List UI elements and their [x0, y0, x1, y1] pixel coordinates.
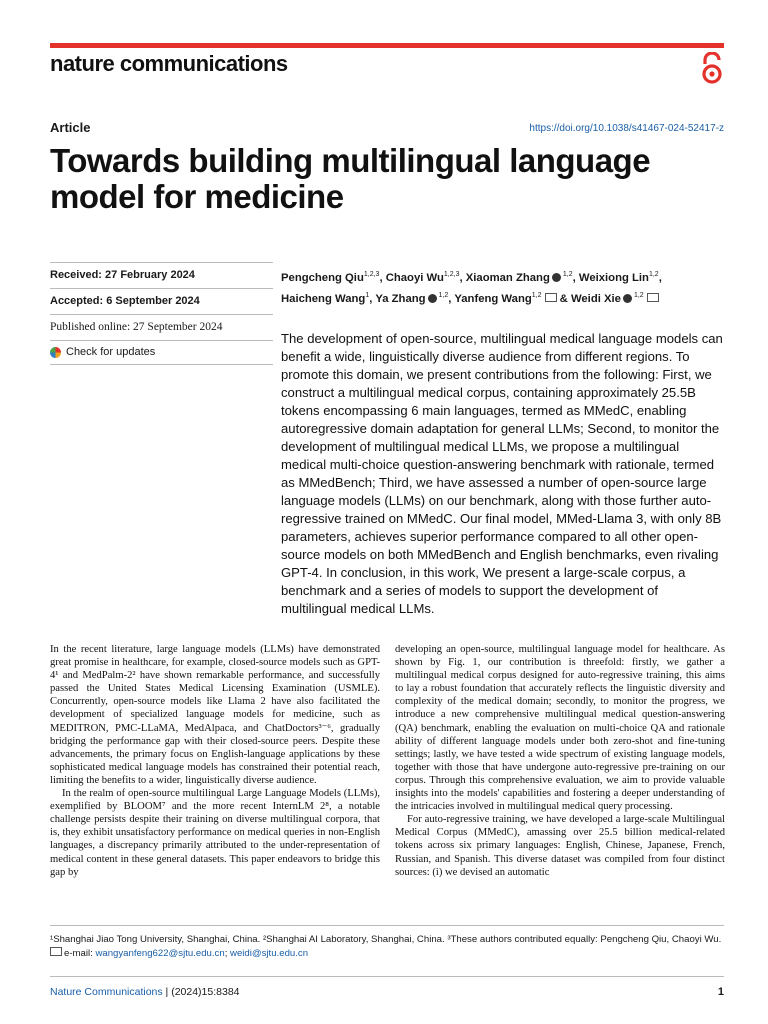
author-affiliation: 1,2	[531, 291, 542, 299]
abstract: The development of open-source, multilingual medical language models can benefit a wide, linguistically diverse audience from different regions. To promote this domain, we present contributions from the following: First, we construct a multilingual medical corpus, containing approximately 25.5B tokens encompassing 6 main languages, termed as MMedC, enabling autoregressive domain adaptation for general LLMs; Second, to monitor the development of multilingual medical LLMs, we propose a multilingual medical multi-choice question-answering benchmark with rationale, termed as MMedBench; Third, we have assessed a number of open-source large language models (LLMs) on our benchmark, along with those further auto-regressive trained on MMedC. Our final model, MMed-Llama 3, with only 8B parameters, achieves superior performance compared to all other open-source models on both MMedBench and English benchmarks, even rivaling GPT-4. In conclusion, in this work, We present a large-scale corpus, a benchmark and a series of models to support the development of multilingual medical LLMs.	[281, 331, 723, 616]
body-paragraph: developing an open-source, multilingual language model for healthcare. As shown by Fig. 1, our contribution is threefold: firstly, we gather a multilingual medical corpus designed for auto-regressive training, this aims to lay a robust foundation that accurately reflects the linguistic diversity and complexity of the medical domain; secondly, to monitor the progress, we introduce a new comprehensive multilingual medical question-answering (QA) benchmark, enabling the evaluation on multi-choice QA and rationale ability of different language models under both zero-shot and fine-tuning settings; lastly, we have tested a wide spectrum of existing language models, together with those that have undergone auto-regressive pre-training on our corpus. Through this comprehensive evaluation, we aim to provide valuable insights into the models' capabilities and fostering a deeper understanding of the intricacies involved in multilingual medical query processing.	[395, 644, 725, 813]
author-affiliation: 1,2	[562, 271, 573, 278]
check-for-updates[interactable]	[50, 346, 155, 358]
article-type-label: Article	[50, 120, 91, 135]
doi-link[interactable]: https://doi.org/10.1038/s41467-024-52417-z	[529, 123, 724, 134]
open-access-icon	[700, 52, 724, 86]
page-footer	[50, 986, 240, 998]
email-icon	[50, 947, 62, 956]
author-affiliation: 1,2	[633, 291, 644, 299]
author-name[interactable]: Weidi Xie	[570, 292, 621, 305]
footer-journal-link[interactable]: Nature Communications	[50, 986, 163, 998]
author-affiliation: 1	[365, 291, 370, 299]
divider	[50, 925, 724, 926]
email-link[interactable]: weidi@sjtu.edu.cn	[230, 948, 309, 959]
divider	[50, 288, 273, 289]
email-icon[interactable]	[647, 293, 659, 302]
header-accent-bar	[50, 43, 724, 48]
author-name[interactable]: Haicheng Wang	[281, 292, 366, 305]
email-label: e-mail:	[64, 948, 96, 959]
author-affiliation: 1,2	[438, 291, 449, 299]
affiliations-note: ¹Shanghai Jiao Tong University, Shanghai, China. ²Shanghai AI Laboratory, Shanghai, China. ³These authors contributed equally: Pengcheng Qiu, Chaoyi Wu.	[50, 934, 722, 945]
email-icon[interactable]	[545, 293, 557, 302]
divider	[50, 976, 724, 977]
email-note	[50, 947, 740, 961]
orcid-icon[interactable]	[428, 294, 437, 303]
footer-citation: | (2024)15:8384	[162, 986, 240, 998]
body-column-left	[50, 643, 380, 879]
author-affiliation: 1,2	[648, 271, 659, 278]
email-separator: ;	[224, 948, 231, 959]
divider	[50, 262, 273, 263]
divider	[50, 340, 273, 341]
email-link[interactable]: wangyanfeng622@sjtu.edu.cn	[95, 948, 225, 959]
body-column-right	[395, 643, 725, 879]
page-number: 1	[717, 986, 724, 998]
author-name[interactable]: Weixiong Lin	[578, 271, 649, 284]
body-paragraph: For auto-regressive training, we have developed a large-scale Multilingual Medical Corpus (MMedC), amassing over 25.5 billion medical-related tokens across six primary languages: English, Chinese, Japanese, French, Russian, and Spanish. This diverse dataset was compiled from four distinct sources: (i) we devised an automatic	[395, 814, 725, 878]
body-paragraph: In the realm of open-source multilingual Large Language Models (LLMs), exemplified by BLOOM⁷ and the more recent InternLM 2⁸, a notable challenge persists despite their training on diverse multilingual corpora, that is, they exhibit unsatisfactory performance on medical queries in non-English languages, a discrepancy primarily attributed to the under-representation of medical content in these general datasets. This paper endeavors to bridge this gap by	[50, 788, 380, 878]
author-affiliation: 1,2,3	[363, 271, 380, 278]
footnote	[50, 933, 740, 961]
published-date: Published online: 27 September 2024	[50, 321, 223, 333]
accepted-date: Accepted: 6 September 2024	[50, 295, 200, 307]
author-name[interactable]: Ya Zhang	[375, 292, 426, 305]
author-name[interactable]: Yanfeng Wang	[454, 292, 532, 305]
author-affiliation: 1,2,3	[443, 271, 460, 278]
author-name[interactable]: Chaoyi Wu	[385, 271, 444, 284]
author-list: Pengcheng Qiu$^{1,2,3}$, Chaoyi Wu$^{1,2,3}$, Xiaoman Zhang $^{1,2}$, Weixiong Lin$^{1,2}$, Haicheng Wang$^1$, Ya Zhang $^{1,2}$, Yanfeng Wang$^{1,2}$ & Weidi Xie $^{1,2}$	[281, 271, 662, 305]
received-date: Received: 27 February 2024	[50, 269, 195, 281]
article-title: Towards building multilingual language model for medicine	[50, 142, 651, 215]
crossmark-icon	[50, 347, 61, 358]
divider	[50, 364, 273, 365]
journal-name: nature communications	[50, 51, 288, 76]
orcid-icon[interactable]	[552, 273, 561, 282]
author-name[interactable]: Xiaoman Zhang	[465, 271, 550, 284]
orcid-icon[interactable]	[623, 294, 632, 303]
divider	[50, 314, 273, 315]
check-for-updates-label: Check for updates	[66, 346, 156, 358]
author-name[interactable]: Pengcheng Qiu	[281, 271, 364, 284]
body-paragraph: In the recent literature, large language models (LLMs) have demonstrated great promise in healthcare, for example, closed-source models such as GPT-4¹ and MedPalm-2² have shown remarkable performance, and successfully passed the United States Medical Licensing Examination (USMLE). Concurrently, open-source models like Llama 2 have also facilitated the development of specialized language models for medicine, such as MEDITRON, PMC-LLaMA, MedAlpaca, and ChatDoctors³⁻⁶, gradually bridging the performance gap with their closed-source peers. Despite these advancements, the primary focus on English-language applications by these sophisticated medical language models has constrained their potential reach, limiting the benefits to a wider, linguistically diverse audience.	[50, 644, 380, 786]
